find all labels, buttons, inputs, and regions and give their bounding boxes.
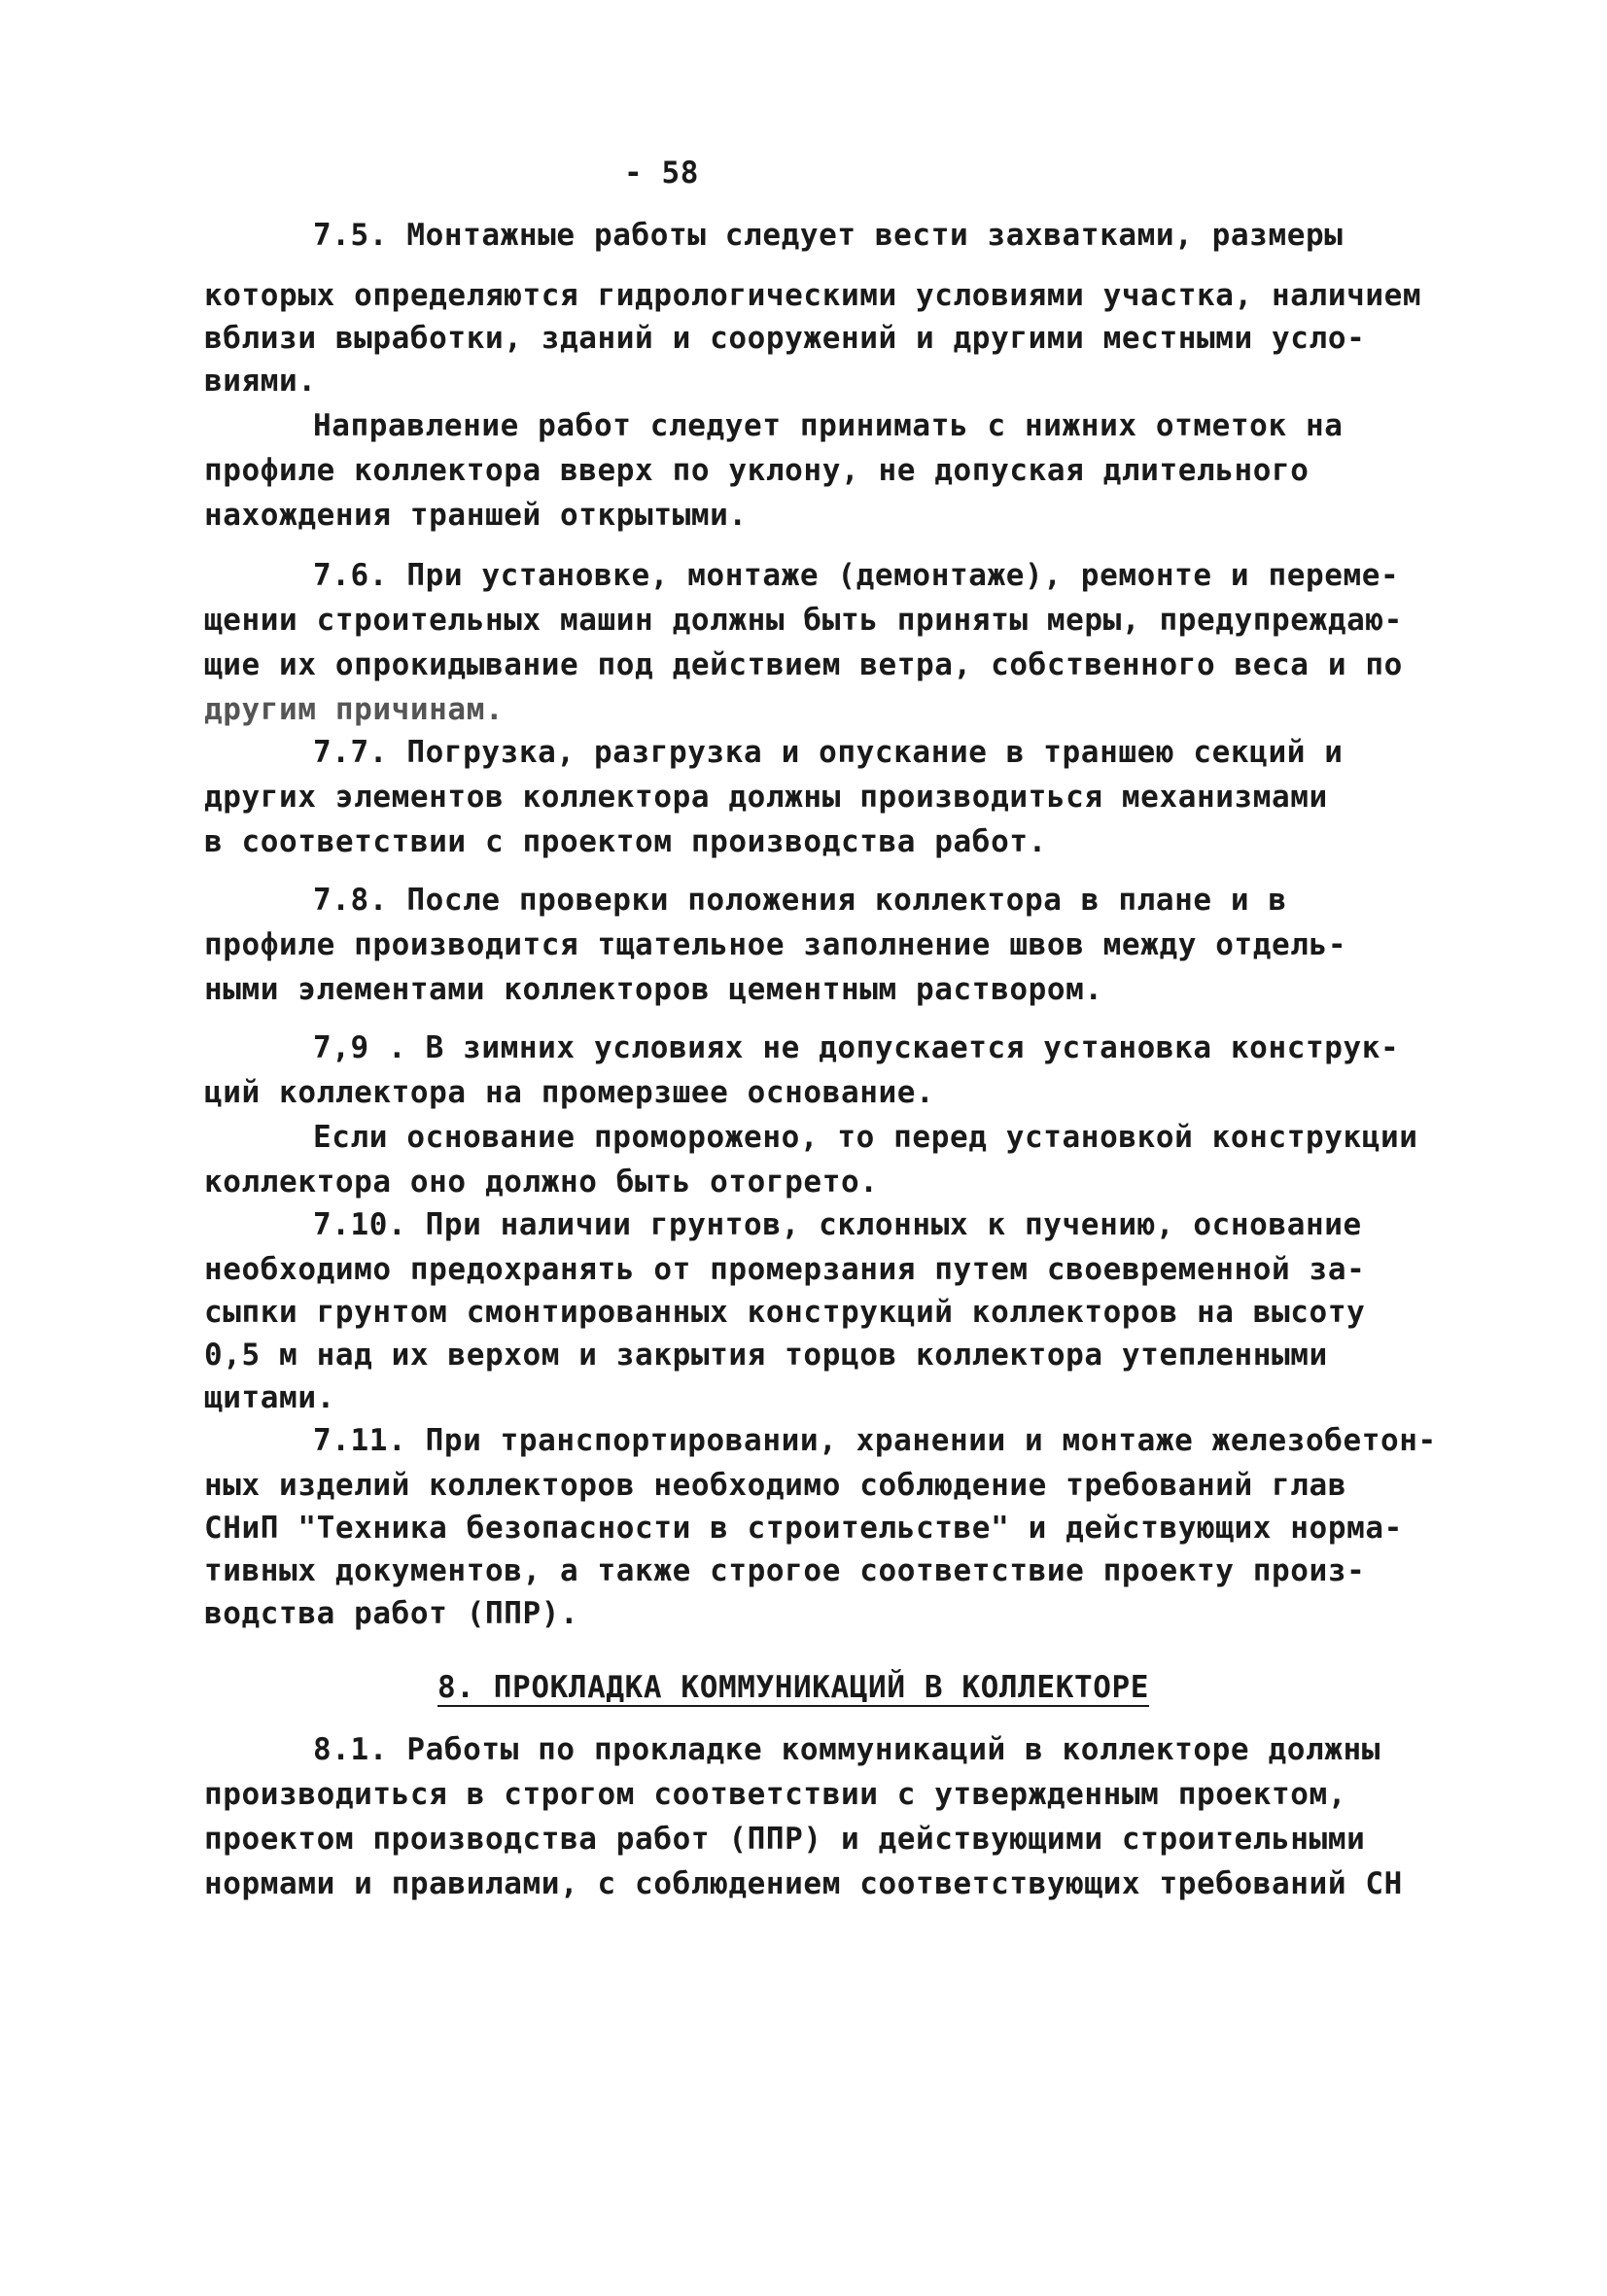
section-8-heading: 8. ПРОКЛАДКА КОММУНИКАЦИЙ В КОЛЛЕКТОРЕ (437, 1670, 1150, 1705)
paragraph-7-5-line-3: вблизи выработки, зданий и сооружений и другими местными усло- (204, 321, 1366, 356)
paragraph-7-7-line-1: 7.7. Погрузка, разгрузка и опускание в траншею секций и (313, 735, 1344, 770)
paragraph-7-11-line-4: тивных документов, а также строгое соответствие проекту произ- (204, 1553, 1366, 1588)
paragraph-7-10-line-5: щитами. (204, 1380, 335, 1415)
paragraph-7-5-line-4: виями. (204, 364, 317, 399)
paragraph-7-6-line-2: щении строительных машин должны быть приняты меры, предупреждаю- (204, 603, 1403, 638)
paragraph-7-10-line-4: 0,5 м над их верхом и закрытия торцов коллектора утепленными (204, 1338, 1328, 1373)
paragraph-frozen-line-2: коллектора оно должно быть отогрето. (204, 1165, 879, 1200)
paragraph-direction-line-1: Направление работ следует принимать с нижних отметок на (313, 408, 1344, 443)
paragraph-direction-line-2: профиле коллектора вверх по уклону, не допуская длительного (204, 453, 1310, 488)
page-number: - 58 (624, 156, 700, 191)
paragraph-7-11-line-3: СНиП "Техника безопасности в строительстве" и действующих норма- (204, 1511, 1403, 1546)
paragraph-8-1-line-2: производиться в строгом соответствии с утвержденным проектом, (204, 1777, 1347, 1812)
paragraph-7-6-line-3: щие их опрокидывание под действием ветра, собственного веса и по (204, 647, 1403, 682)
paragraph-7-9-line-2: ций коллектора на промерзшее основание. (204, 1075, 935, 1110)
paragraph-7-9-line-1: 7,9 . В зимних условиях не допускается установка конструк- (313, 1030, 1400, 1065)
paragraph-direction-line-3: нахождения траншей открытыми. (204, 498, 748, 533)
paragraph-7-10-line-3: сыпки грунтом смонтированных конструкций коллекторов на высоту (204, 1295, 1366, 1330)
paragraph-7-6-line-1: 7.6. При установке, монтаже (демонтаже), ремонте и переме- (313, 558, 1400, 593)
paragraph-7-11-line-2: ных изделий коллекторов необходимо соблюдение требований глав (204, 1468, 1347, 1503)
paragraph-7-6-line-4: другим причинам. (204, 692, 505, 727)
paragraph-7-5-line-2: которых определяются гидрологическими условиями участка, наличием (204, 278, 1422, 313)
paragraph-7-8-line-2: профиле производится тщательное заполнение швов между отдель- (204, 927, 1347, 962)
paragraph-8-1-line-3: проектом производства работ (ППР) и действующими строительными (204, 1822, 1366, 1857)
paragraph-7-11-line-1: 7.11. При транспортировании, хранении и монтаже железобетон- (313, 1423, 1437, 1458)
paragraph-8-1-line-4: нормами и правилами, с соблюдением соответствующих требований СН (204, 1866, 1403, 1901)
paragraph-7-10-line-1: 7.10. При наличии грунтов, склонных к пучению, основание (313, 1207, 1362, 1242)
paragraph-7-7-line-2: других элементов коллектора должны производиться механизмами (204, 780, 1328, 815)
paragraph-8-1-line-1: 8.1. Работы по прокладке коммуникаций в коллекторе должны (313, 1732, 1381, 1767)
paragraph-7-11-line-5: водства работ (ППР). (204, 1596, 579, 1631)
paragraph-7-8-line-1: 7.8. После проверки положения коллектора в плане и в (313, 883, 1287, 918)
paragraph-frozen-line-1: Если основание проморожено, то перед установкой конструкции (313, 1120, 1418, 1155)
paragraph-7-5-line-1: 7.5. Монтажные работы следует вести захватками, размеры (313, 218, 1344, 253)
paragraph-7-8-line-3: ными элементами коллекторов цементным раствором. (204, 972, 1103, 1007)
paragraph-7-10-line-2: необходимо предохранять от промерзания путем своевременной за- (204, 1252, 1366, 1287)
paragraph-7-7-line-3: в соответствии с проектом производства работ. (204, 824, 1047, 859)
